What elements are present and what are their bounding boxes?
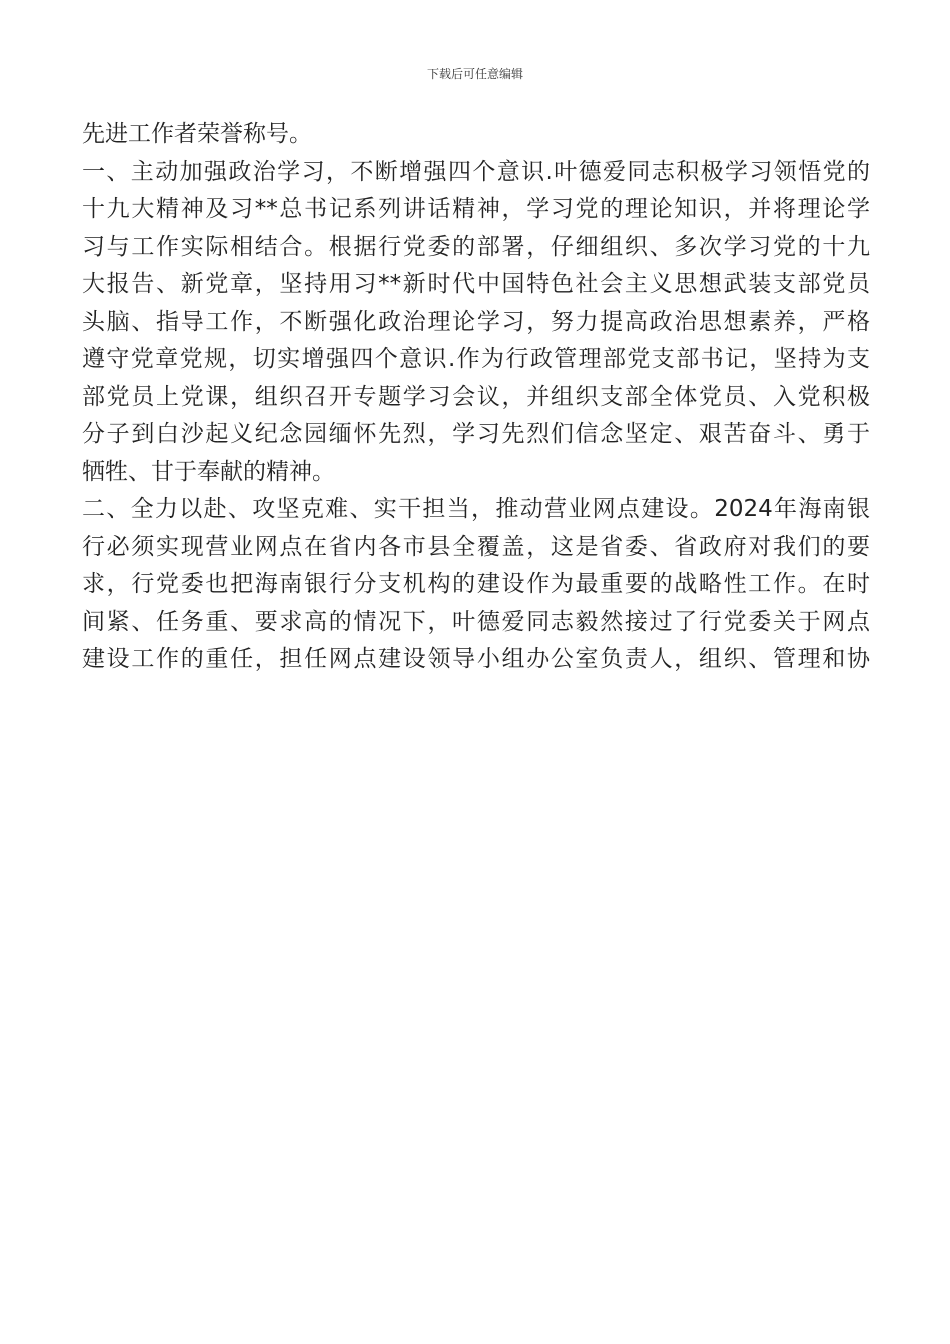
text-line: 部党员上党课，组织召开专题学习会议，并组织支部全体党员、入党积极 [82, 383, 870, 410]
text-line: 求，行党委也把海南银行分支机构的建设作为最重要的战略性工作。在时 [82, 571, 870, 597]
text-line: 先进工作者荣誉称号。 [82, 121, 312, 147]
text-line: 头脑、指导工作，不断强化政治理论学习，努力提高政治思想素养，严格 [82, 308, 870, 335]
text-line: 行必须实现营业网点在省内各市县全覆盖，这是省委、省政府对我们的要 [82, 533, 870, 560]
paragraph-2 [82, 154, 870, 492]
text-line: 大报告、新党章，坚持用习**新时代中国特色社会主义思想武装支部党员 [82, 271, 870, 297]
text-line: 二、全力以赴、攻坚克难、实干担当，推动营业网点建设。2024年海南银 [82, 496, 870, 522]
paragraph-1 [82, 116, 870, 154]
text-line: 遵守党章党规，切实增强四个意识.作为行政管理部党支部书记，坚持为支 [82, 346, 870, 372]
page-header-note: 下载后可任意编辑 [426, 67, 523, 81]
text-line: 间紧、任务重、要求高的情况下，叶德爱同志毅然接过了行党委关于网点 [82, 608, 870, 635]
text-line: 建设工作的重任，担任网点建设领导小组办公室负责人，组织、管理和协 [82, 646, 870, 672]
text-line: 习与工作实际相结合。根据行党委的部署，仔细组织、多次学习党的十九 [82, 233, 870, 260]
document-body [82, 116, 870, 679]
paragraph-3 [82, 491, 870, 679]
text-line: 分子到白沙起义纪念园缅怀先烈，学习先烈们信念坚定、艰苦奋斗、勇于 [82, 421, 870, 447]
text-line: 牺牲、甘于奉献的精神。 [82, 458, 335, 485]
text-line: 一、主动加强政治学习，不断增强四个意识.叶德爱同志积极学习领悟党的 [82, 158, 870, 185]
text-line: 十九大精神及习**总书记系列讲话精神，学习党的理论知识，并将理论学 [82, 196, 870, 222]
